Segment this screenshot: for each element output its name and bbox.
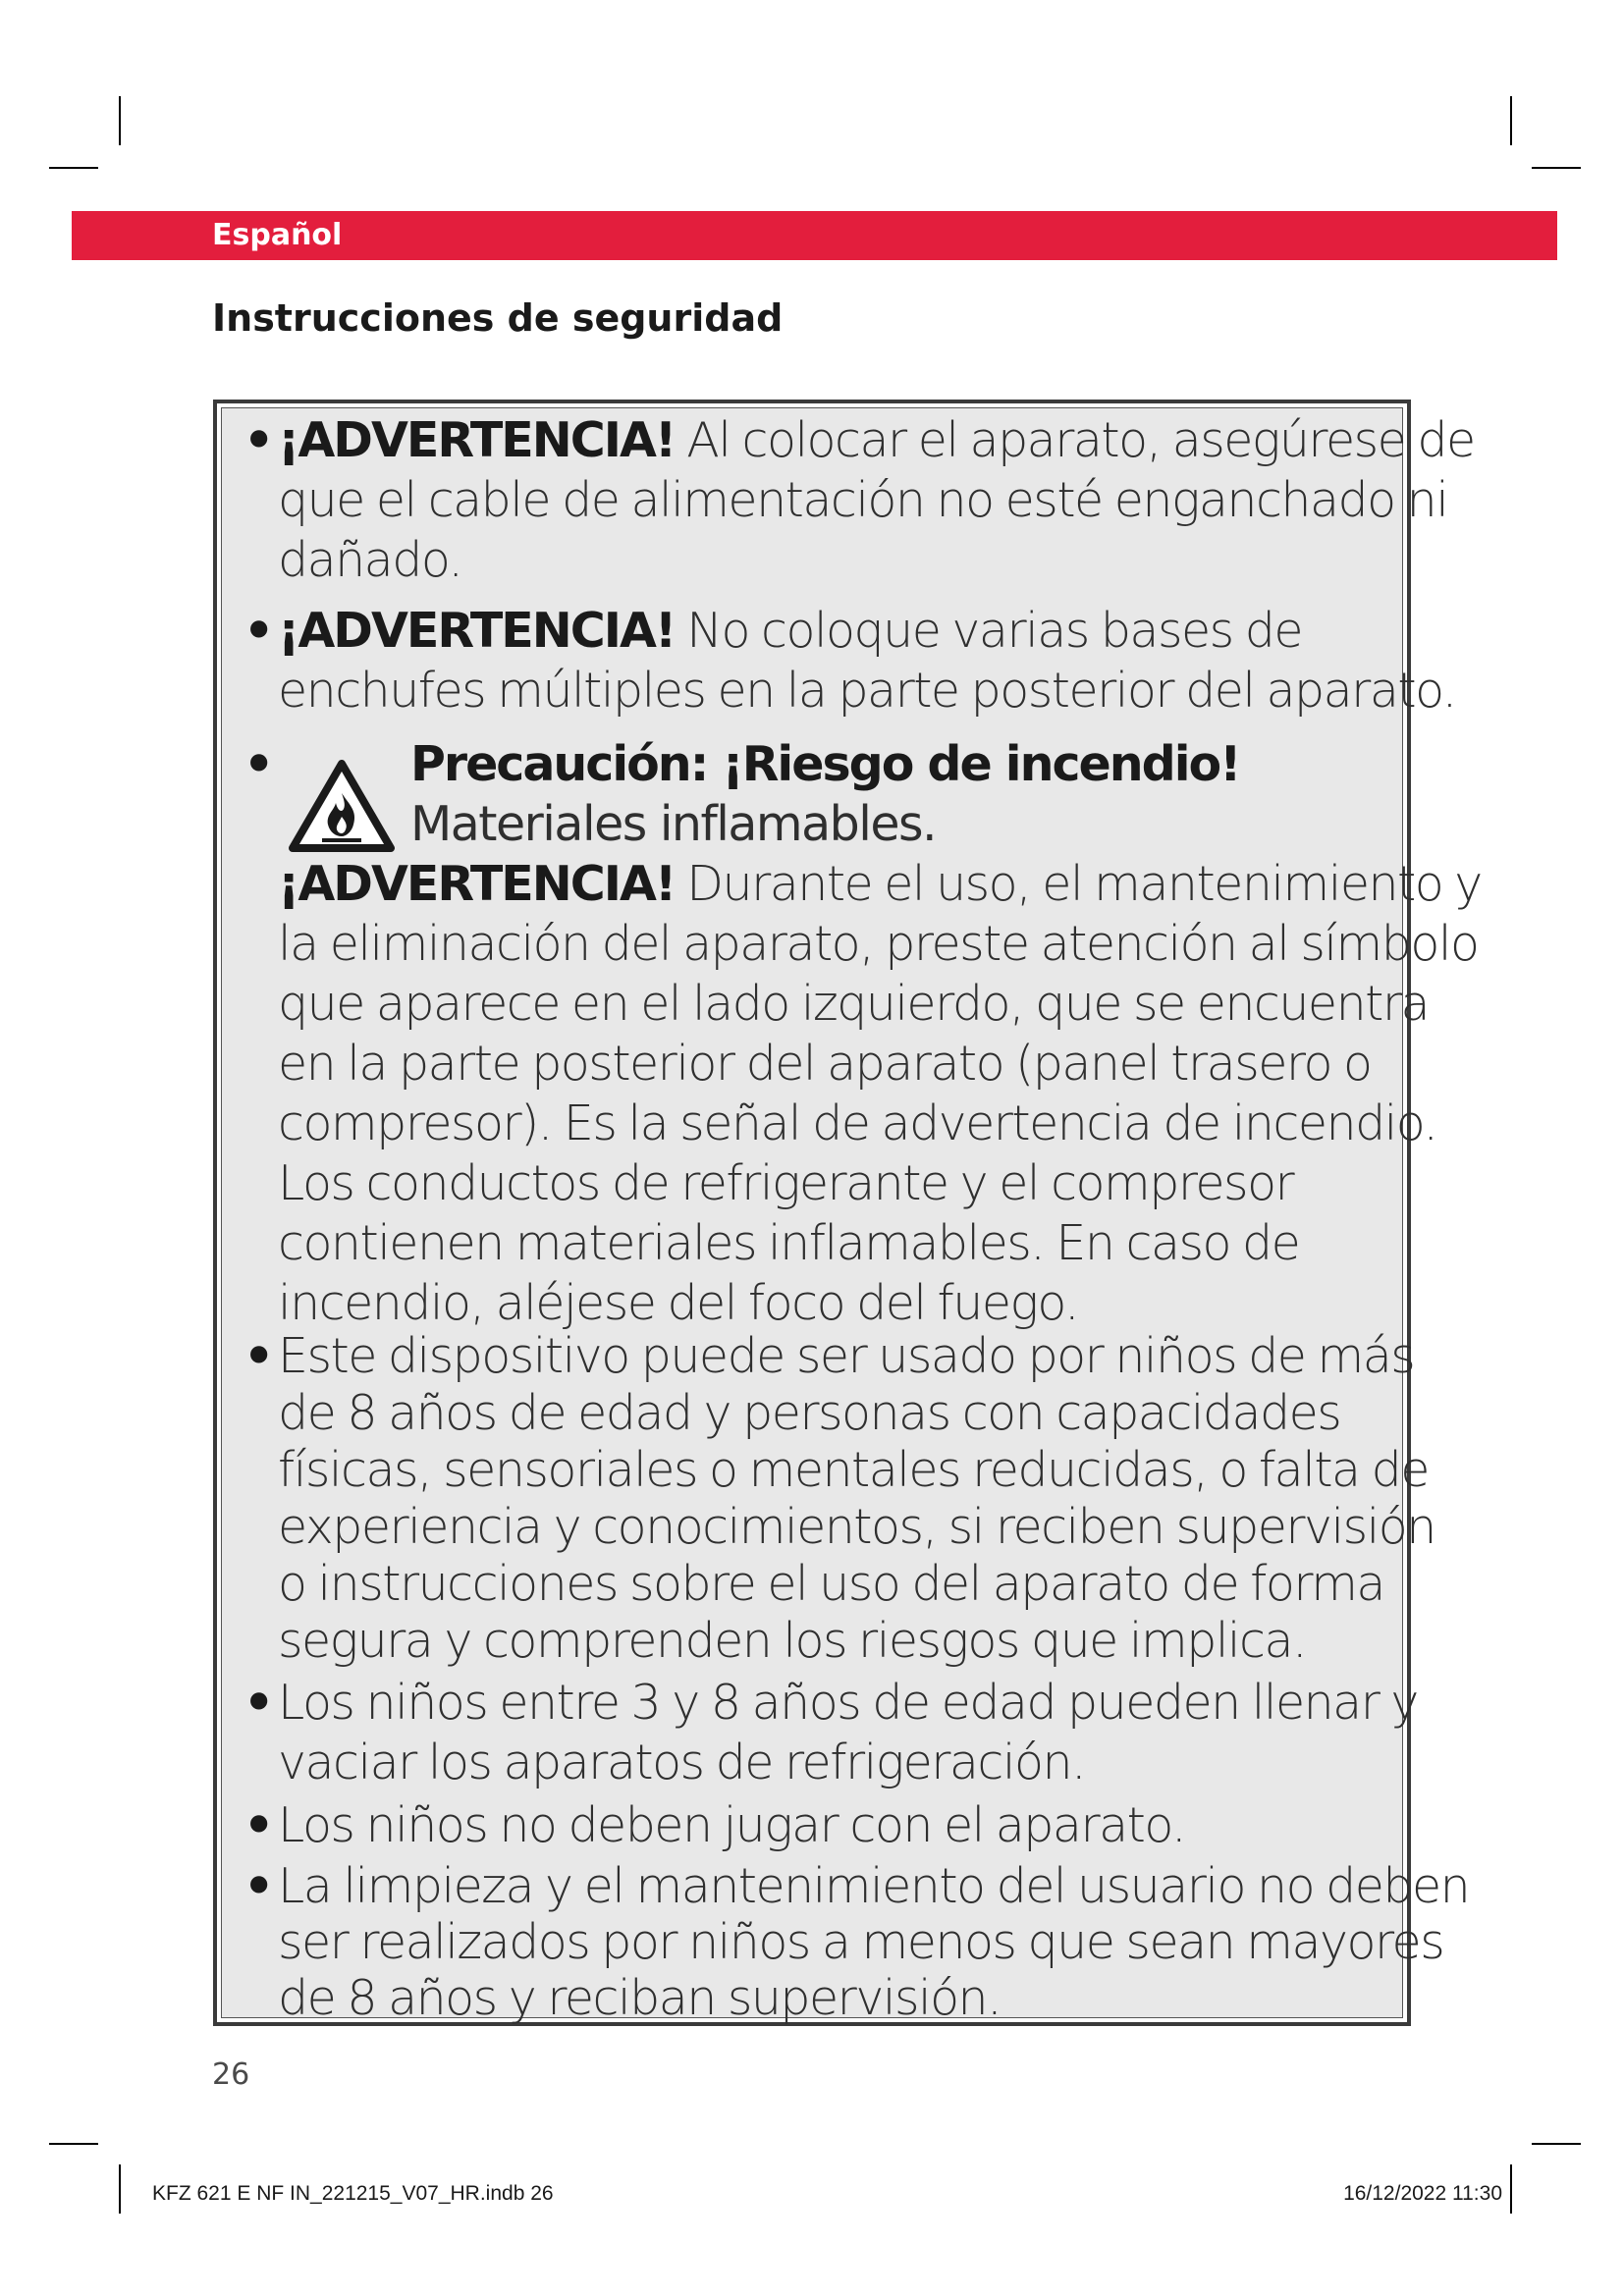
- text-segment: La limpieza y el mantenimiento del usuario no deben: [278, 1858, 1470, 1914]
- text-line: [244, 1795, 1394, 1855]
- text-line: incendio, aléjese del foco del fuego.: [278, 1275, 1079, 1331]
- text-line: contienen materiales inflamables. En caso de: [278, 1215, 1300, 1271]
- text-line: físicas, sensoriales o mentales reducidas, o falta de: [278, 1442, 1429, 1498]
- crop-mark: [1532, 2143, 1581, 2145]
- text-line: [244, 1858, 1470, 1914]
- caution-subtitle: Materiales inflamables.: [410, 796, 937, 852]
- text-segment: No coloque varias bases de: [675, 603, 1302, 659]
- safety-box-inner: [221, 407, 1482, 2026]
- text-segment: Los niños no deben jugar con el aparato.: [278, 1797, 1186, 1853]
- text-line: que aparece en el lado izquierdo, que se encuentra: [278, 976, 1430, 1032]
- text-segment: Al colocar el aparato, asegúrese de: [675, 412, 1475, 468]
- bullet: •: [244, 736, 275, 792]
- text-line: segura y comprenden los riesgos que implica.: [278, 1613, 1307, 1669]
- page-number: 26: [212, 2057, 250, 2092]
- warning-item-cleaning: [244, 1858, 1470, 2026]
- safety-box: [213, 400, 1482, 2026]
- caution-title: Precaución: ¡Riesgo de incendio!: [410, 736, 1240, 792]
- text-line: dañado.: [278, 532, 462, 588]
- text-line: ser realizados por niños a menos que sean mayores: [278, 1914, 1444, 1970]
- text-line: [244, 854, 1482, 914]
- text-line: vaciar los aparatos de refrigeración.: [278, 1735, 1086, 1790]
- text-line: o instrucciones sobre el uso del aparato de forma: [278, 1556, 1384, 1612]
- text-line: en la parte posterior del aparato (panel trasero o: [278, 1036, 1372, 1092]
- text-segment: Este dispositivo puede ser usado por niños de más: [278, 1328, 1415, 1384]
- warning-item-fire-symbol: [244, 854, 1482, 1333]
- crop-mark: [1532, 167, 1581, 169]
- text-line: enchufes múltiples en la parte posterior del aparato.: [278, 663, 1456, 719]
- section-title: Instrucciones de seguridad: [212, 296, 784, 340]
- language-band: [72, 211, 1557, 260]
- crop-mark: [119, 96, 121, 145]
- print-date-time: 16/12/2022 11:30: [1343, 2182, 1502, 2205]
- warning-item-children-persons: [244, 1328, 1435, 1670]
- text-line: [244, 410, 1475, 470]
- caution-fire-risk: [244, 734, 1392, 862]
- bullet: •: [244, 1797, 273, 1853]
- language-label: Español: [212, 218, 343, 252]
- crop-mark: [49, 167, 98, 169]
- bullet: •: [244, 1328, 273, 1384]
- text-line: Los conductos de refrigerante y el compresor: [278, 1155, 1294, 1211]
- text-line: que el cable de alimentación no esté enganchado ni: [278, 472, 1448, 528]
- warning-item-power-strips: [244, 601, 1456, 721]
- warning-lead: ¡ADVERTENCIA!: [278, 412, 676, 468]
- warning-lead: ¡ADVERTENCIA!: [278, 603, 676, 659]
- warning-item-children-play: [244, 1795, 1394, 1855]
- warning-item-placement: [244, 410, 1475, 590]
- bullet: •: [244, 603, 273, 659]
- crop-mark: [1510, 2164, 1512, 2214]
- text-segment: Durante el uso, el mantenimiento y: [675, 856, 1482, 912]
- text-line: compresor). Es la señal de advertencia de incendio.: [278, 1095, 1437, 1151]
- text-line: la eliminación del aparato, preste atención al símbolo: [278, 916, 1479, 972]
- bullet: •: [244, 1858, 273, 1914]
- flammable-warning-icon: [289, 760, 395, 854]
- crop-mark: [119, 2164, 121, 2214]
- bullet: •: [244, 412, 273, 468]
- crop-mark: [1510, 96, 1512, 145]
- text-segment: Los niños entre 3 y 8 años de edad pueden llenar y: [278, 1675, 1418, 1731]
- crop-mark: [49, 2143, 98, 2145]
- text-line: [244, 1673, 1418, 1733]
- print-file-info: KFZ 621 E NF IN_221215_V07_HR.indb 26: [152, 2182, 554, 2205]
- bullet: •: [244, 1675, 273, 1731]
- text-line: [244, 601, 1394, 661]
- warning-item-children-loading: [244, 1673, 1418, 1792]
- text-line: [244, 1328, 1415, 1385]
- warning-lead: ¡ADVERTENCIA!: [278, 856, 676, 912]
- text-line: de 8 años y reciban supervisión.: [278, 1970, 1001, 2026]
- text-line: de 8 años de edad y personas con capacidades: [278, 1385, 1341, 1441]
- text-line: experiencia y conocimientos, si reciben supervisión: [278, 1499, 1435, 1555]
